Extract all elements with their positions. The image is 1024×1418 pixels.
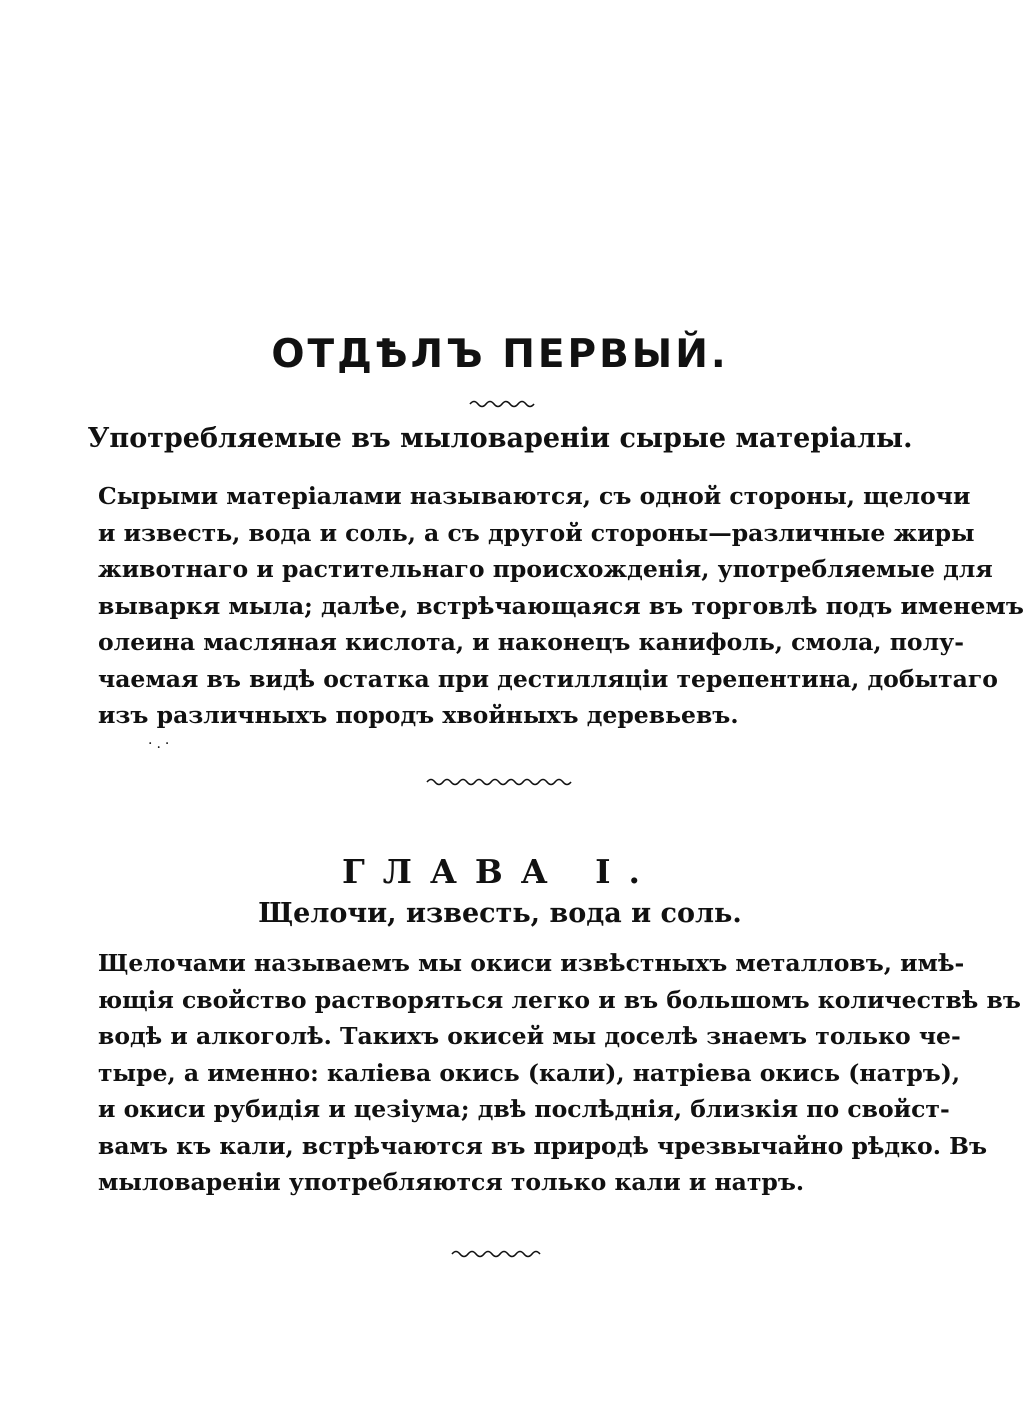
chapter-title: ГЛАВА I. bbox=[341, 852, 659, 891]
paragraph-line: ющія свойство растворяться легко и въ большомъ количествѣ въ bbox=[98, 985, 1021, 1014]
paragraph-line: вываркя мыла; далѣе, встрѣчающаяся въ торговлѣ подъ именемъ bbox=[98, 591, 1024, 620]
paragraph-line: и окиси рубидія и цезіума; двѣ послѣднія, близкія по свойст- bbox=[98, 1095, 950, 1123]
print-specks: ·.· bbox=[148, 736, 174, 752]
wavy-divider-icon bbox=[468, 398, 538, 410]
paragraph-line: олеина масляная кислота, и наконецъ канифоль, смола, полу- bbox=[98, 628, 964, 656]
paragraph-line: водѣ и алкоголѣ. Такихъ окисей мы доселѣ знаемъ только че- bbox=[98, 1022, 961, 1050]
paragraph-line: животнаго и растительнаго происхожденія, употребляемые для bbox=[98, 555, 993, 583]
wavy-divider-icon bbox=[450, 1248, 550, 1260]
paragraph-line: чаемая въ видѣ остатка при дестилляціи терепентина, добытаго bbox=[98, 664, 998, 693]
chapter-subtitle: Щелочи, известь, вода и соль. bbox=[258, 898, 742, 929]
wavy-divider-icon bbox=[425, 776, 575, 788]
paragraph-line: и известь, вода и соль, а съ другой стороны—различные жиры bbox=[98, 518, 975, 547]
section-title: ОТДѢЛЪ ПЕРВЫЙ. bbox=[271, 332, 729, 377]
paragraph-line: мыловареніи употребляются только кали и натръ. bbox=[98, 1168, 805, 1196]
section-subtitle: Употребляемые въ мыловареніи сырые матеріалы. bbox=[87, 423, 913, 454]
paragraph-line: изъ различныхъ породъ хвойныхъ деревьевъ. bbox=[98, 701, 739, 729]
paragraph-line: вамъ къ кали, встрѣчаются въ природѣ чрезвычайно рѣдко. Въ bbox=[98, 1131, 987, 1160]
paragraph-line: тыре, а именно: каліева окись (кали), натріева окись (натръ), bbox=[98, 1058, 961, 1087]
chapter-paragraph bbox=[98, 945, 1021, 1201]
paragraph-line: Сырыми матеріалами называются, съ одной стороны, щелочи bbox=[98, 482, 971, 510]
paragraph-line: Щелочами называемъ мы окиси извѣстныхъ металловъ, имѣ- bbox=[98, 949, 965, 977]
section-paragraph bbox=[98, 478, 1024, 734]
